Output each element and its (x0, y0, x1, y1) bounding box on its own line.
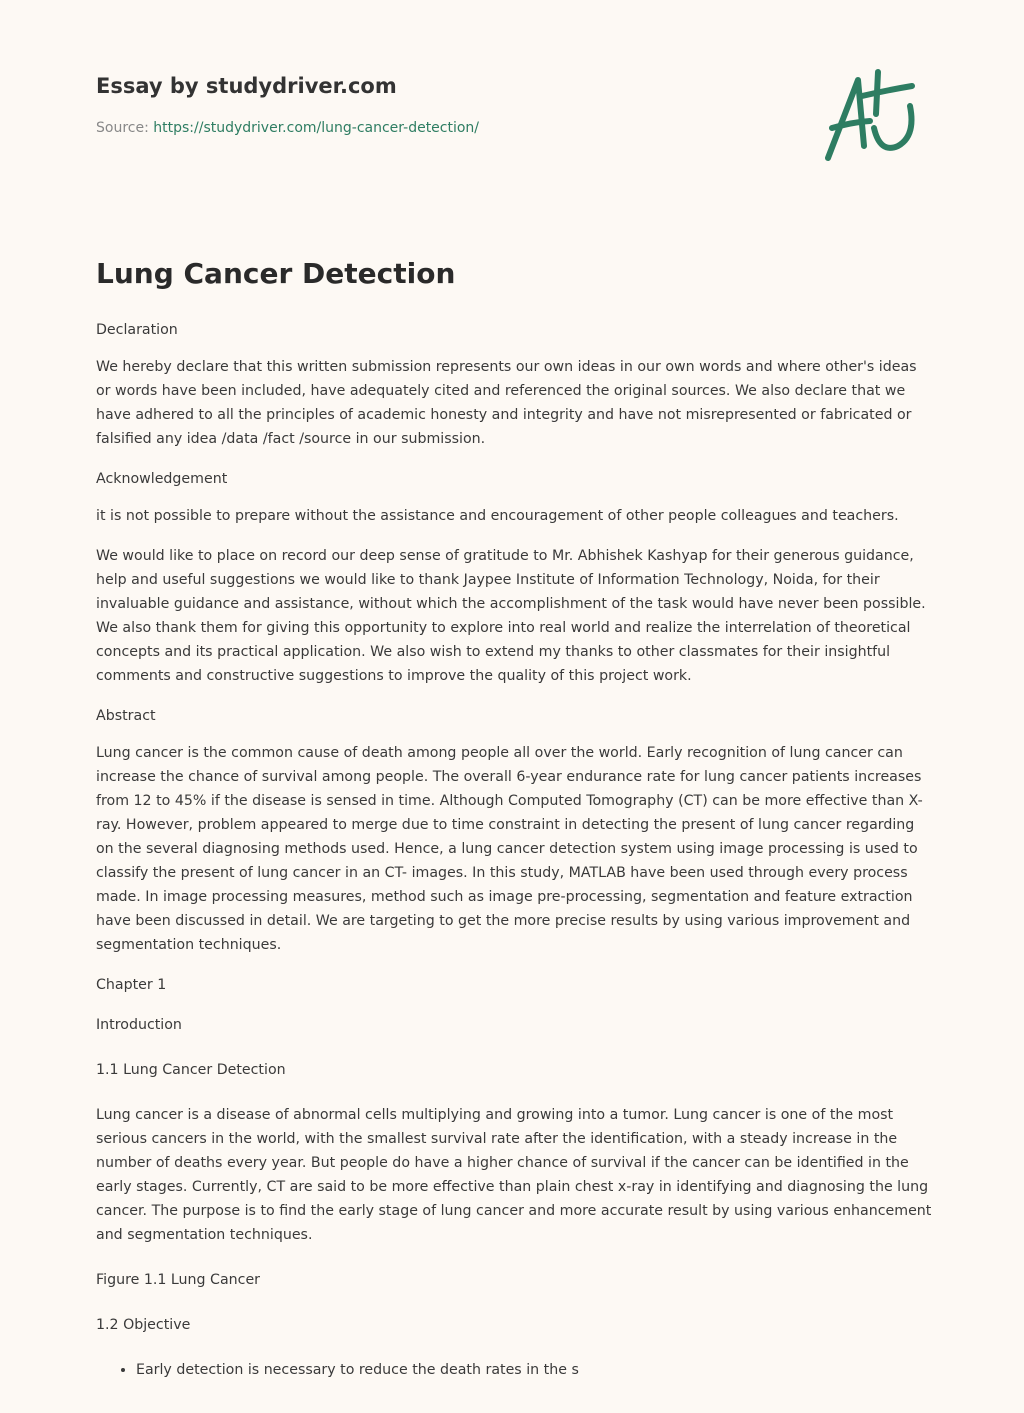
declaration-heading: Declaration (96, 322, 178, 338)
abstract-heading: Abstract (96, 708, 156, 724)
acknowledgement-paragraph: it is not possible to prepare without the assistance and encouragement of other people colleagues and teachers. (96, 508, 899, 524)
essay-body (96, 252, 932, 1382)
section-paragraph: Lung cancer is a disease of abnormal cells multiplying and growing into a tumor. Lung cancer is one of the most serious cancers in the world, with the smallest survival rate after the identification, with a steady increase in the number of deaths every year. But people do have a higher chance of survival if the cancer can be identified in the early stages. Currently, CT are said to be more effective than plain chest x-ray in identifying and diagnosing the lung cancer. The purpose is to find the early stage of lung cancer and more accurate result by using various enhancement and segmentation techniques. (96, 1107, 932, 1243)
figure-caption: Figure 1.1 Lung Cancer (96, 1272, 261, 1288)
acknowledgement-heading: Acknowledgement (96, 471, 228, 487)
source-link[interactable]: https://studydriver.com/lung-cancer-detection/ (153, 120, 480, 136)
page-title: Lung Cancer Detection (96, 257, 456, 290)
introduction-heading: Introduction (96, 1017, 182, 1033)
essay-header (96, 74, 479, 136)
objective-list (96, 1358, 932, 1382)
declaration-paragraph: We hereby declare that this written submission represents our own ideas in our own words and where other's ideas or words have been included, have adequately cited and referenced the original sources. We also declare that we have adhered to all the principles of academic honesty and integrity and have not misrepresented or fabricated or falsified any idea /data /fact /source in our submission. (96, 359, 917, 447)
list-item: • Early detection is necessary to reduce the death rates in the s (136, 1358, 932, 1382)
a-plus-logo-icon (818, 66, 928, 166)
acknowledgement-paragraph: We would like to place on record our deep sense of gratitude to Mr. Abhishek Kashyap for their generous guidance, help and useful suggestions we would like to thank Jaypee Institute of Information Technology, Noida, for their invaluable guidance and assistance, without which the accomplishment of the task would have never been possible. We also thank them for giving this opportunity to explore into real world and realize the interrelation of theoretical concepts and its practical application. We also wish to extend my thanks to other classmates for their insightful comments and constructive suggestions to improve the quality of this project work. (96, 548, 926, 684)
site-title: Essay by studydriver.com (96, 74, 397, 98)
section-heading: 1.2 Objective (96, 1317, 191, 1333)
section-heading: 1.1 Lung Cancer Detection (96, 1062, 286, 1078)
abstract-paragraph: Lung cancer is the common cause of death among people all over the world. Early recognition of lung cancer can increase the chance of survival among people. The overall 6-year endurance rate for lung cancer patients increases from 12 to 45% if the disease is sensed in time. Although Computed Tomography (CT) can be more effective than X-ray. However, problem appeared to merge due to time constraint in detecting the present of lung cancer regarding on the several diagnosing methods used. Hence, a lung cancer detection system using image processing is used to classify the present of lung cancer in an CT- images. In this study, MATLAB have been used through every process made. In image processing measures, method such as image pre-processing, segmentation and feature extraction have been discussed in detail. We are targeting to get the more precise results by using various improvement and segmentation techniques. (96, 745, 923, 953)
chapter-heading: Chapter 1 (96, 977, 167, 993)
source-label: Source: (96, 120, 149, 136)
source-line (96, 120, 479, 136)
